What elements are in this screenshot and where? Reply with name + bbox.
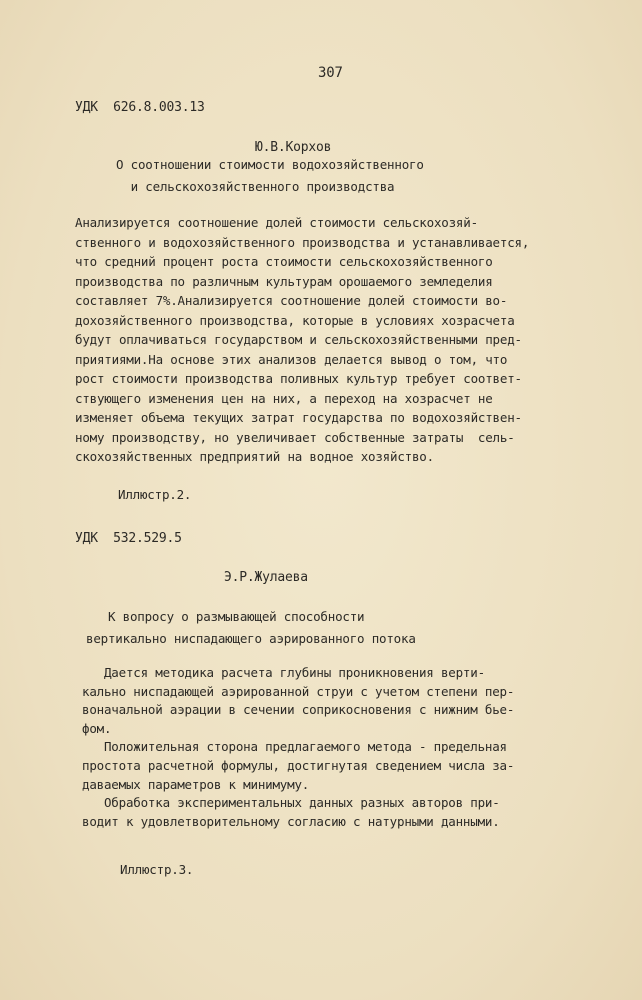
article1-title: О соотношении стоимости водохозяйственного и сельскохозяйственного производства: [116, 157, 424, 194]
article1-illustrations: Иллюстр.2.: [118, 487, 192, 502]
article1-abstract: Анализируется соотношение долей стоимости сельскохозяй- ственного и водохозяйственного производства и устанавливается, что средний процент роста стоимости сельскохозяйственного производства по различным культурам орошаемого земледелия составляет 7%.Анализируется соотношение долей стоимости во- дохозяйственного производства, которые в условиях хозрасчета будут оплачиваться государством и сельскохозяйственными пред- приятиями.На основе этих анализов делается вывод о том, что рост стоимости производства поливных культур требует соответ- ствующего изменения цен на них, а переход на хозрасчет не изменяет объема текущих затрат государства по водохозяйствен- ному производству, но увеличивает собственные затраты сель- скохозяйственных предприятий на водное хозяйство.: [75, 215, 530, 464]
article2-abstract: Дается методика расчета глубины проникновения верти- кально ниспадающей аэрированной струи с учетом степени пер- воначальной аэрации в сечении соприкосновения с нижним бье- фом. Положительная сторона предлагаемого метода - предельная простота расчетной формулы, достигнутая сведением числа за- даваемых параметров к минимуму. Обработка экспериментальных данных разных авторов при- водит к удовлетворительному согласию с натурными данными.: [82, 665, 515, 829]
article1-author: Ю.В.Корхов: [255, 140, 332, 155]
article2-author: Э.Р.Жулаева: [224, 570, 308, 585]
article1-udk: УДК 626.8.003.13: [75, 100, 205, 115]
article2-udk: УДК 532.529.5: [75, 531, 182, 546]
article2-illustrations: Иллюстр.3.: [120, 862, 194, 877]
article2-title: К вопросу о размывающей способности вертикально ниспадающего аэрированного потока: [86, 609, 416, 646]
page-number: 307: [318, 65, 343, 81]
